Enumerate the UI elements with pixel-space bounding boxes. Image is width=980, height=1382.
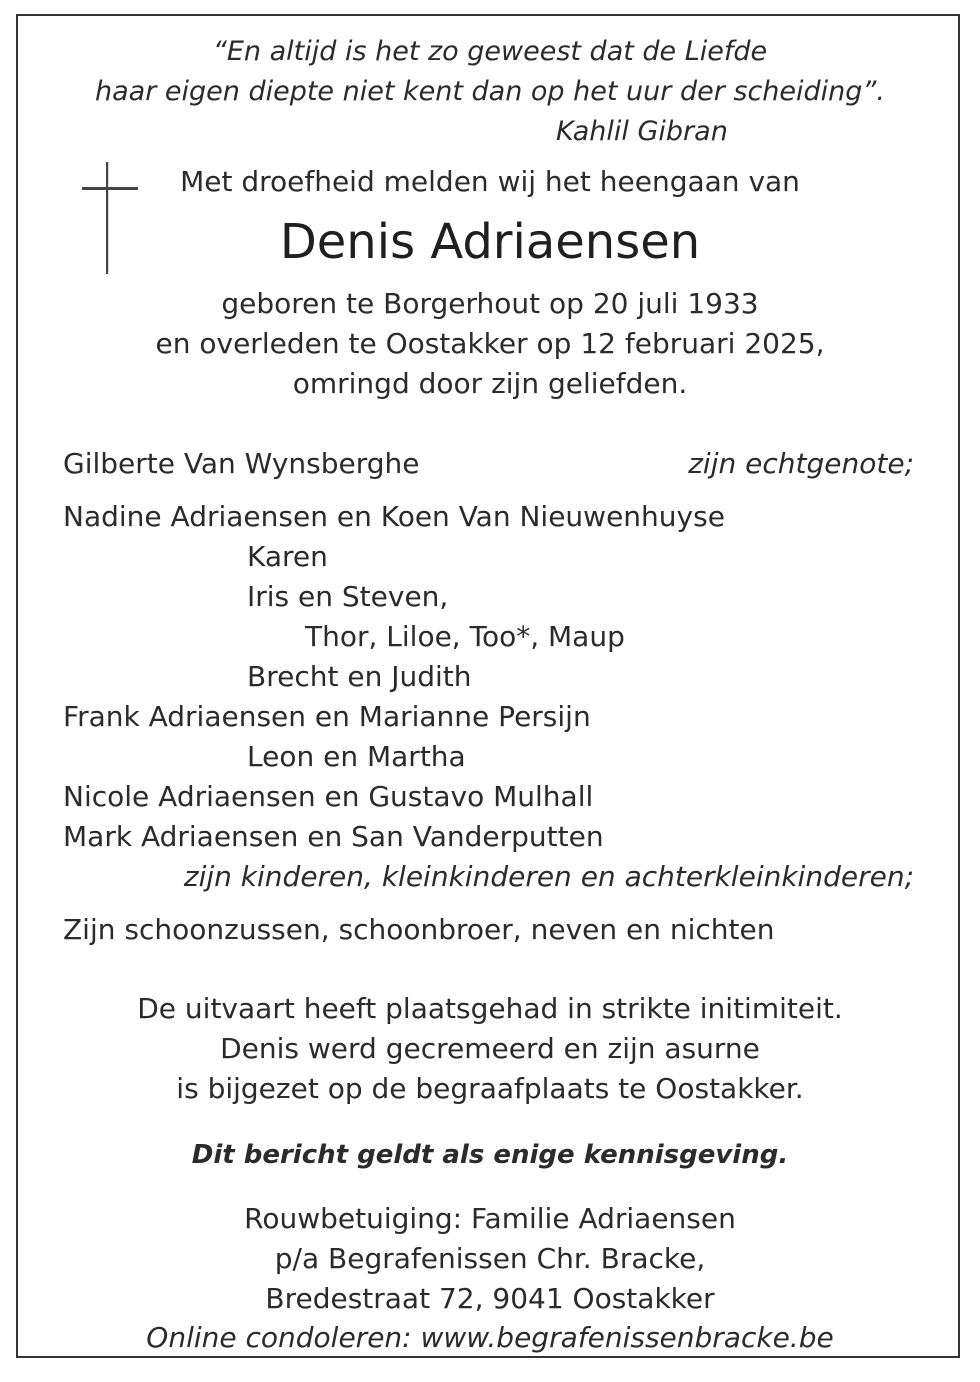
- family-line: Nicole Adriaensen en Gustavo Mulhall: [63, 780, 594, 813]
- condolence-line-1: Rouwbetuiging: Familie Adriaensen: [244, 1202, 736, 1235]
- family-line: Mark Adriaensen en San Vanderputten: [63, 820, 604, 853]
- inlaws-line: Zijn schoonzussen, schoonbroer, neven en nichten: [63, 913, 775, 946]
- spouse-name: Gilberte Van Wynsberghe: [63, 447, 420, 480]
- funeral-line-2: Denis werd gecremeerd en zijn asurne: [220, 1032, 760, 1065]
- family-line: Thor, Liloe, Too*, Maup: [305, 620, 625, 653]
- quote-author: Kahlil Gibran: [556, 116, 728, 147]
- intro-text: Met droefheid melden wij het heengaan van: [180, 165, 800, 198]
- death-line: en overleden te Oostakker op 12 februari 2025,: [155, 327, 825, 360]
- spouse-role: zijn echtgenote;: [688, 447, 914, 480]
- condolence-line-2: p/a Begrafenissen Chr. Bracke,: [274, 1242, 706, 1275]
- condolence-line-3: Bredestraat 72, 9041 Oostakker: [265, 1282, 715, 1315]
- notice-statement: Dit bericht geldt als enige kennisgeving.: [191, 1140, 789, 1170]
- family-line: Frank Adriaensen en Marianne Persijn: [63, 700, 591, 733]
- surrounded-line: omringd door zijn geliefden.: [292, 367, 688, 400]
- family-line: Iris en Steven,: [247, 580, 449, 613]
- family-line: Karen: [247, 540, 328, 573]
- quote-line-1: “En altijd is het zo geweest dat de Liefde: [212, 36, 768, 67]
- family-line: Leon en Martha: [247, 740, 466, 773]
- funeral-line-3: is bijgezet op de begraafplaats te Oostakker.: [176, 1072, 804, 1105]
- family-line: Nadine Adriaensen en Koen Van Nieuwenhuyse: [63, 500, 725, 533]
- quote-line-2: haar eigen diepte niet kent dan op het uur der scheiding”.: [95, 76, 885, 107]
- family-role: zijn kinderen, kleinkinderen en achterkleinkinderen;: [183, 860, 914, 893]
- online-condolence-link[interactable]: Online condoleren: www.begrafenissenbracke.be: [146, 1321, 834, 1354]
- funeral-line-1: De uitvaart heeft plaatsgehad in strikte initimiteit.: [137, 992, 843, 1025]
- family-line: Brecht en Judith: [247, 660, 472, 693]
- deceased-name: Denis Adriaensen: [279, 214, 701, 270]
- birth-line: geboren te Borgerhout op 20 juli 1933: [221, 287, 759, 320]
